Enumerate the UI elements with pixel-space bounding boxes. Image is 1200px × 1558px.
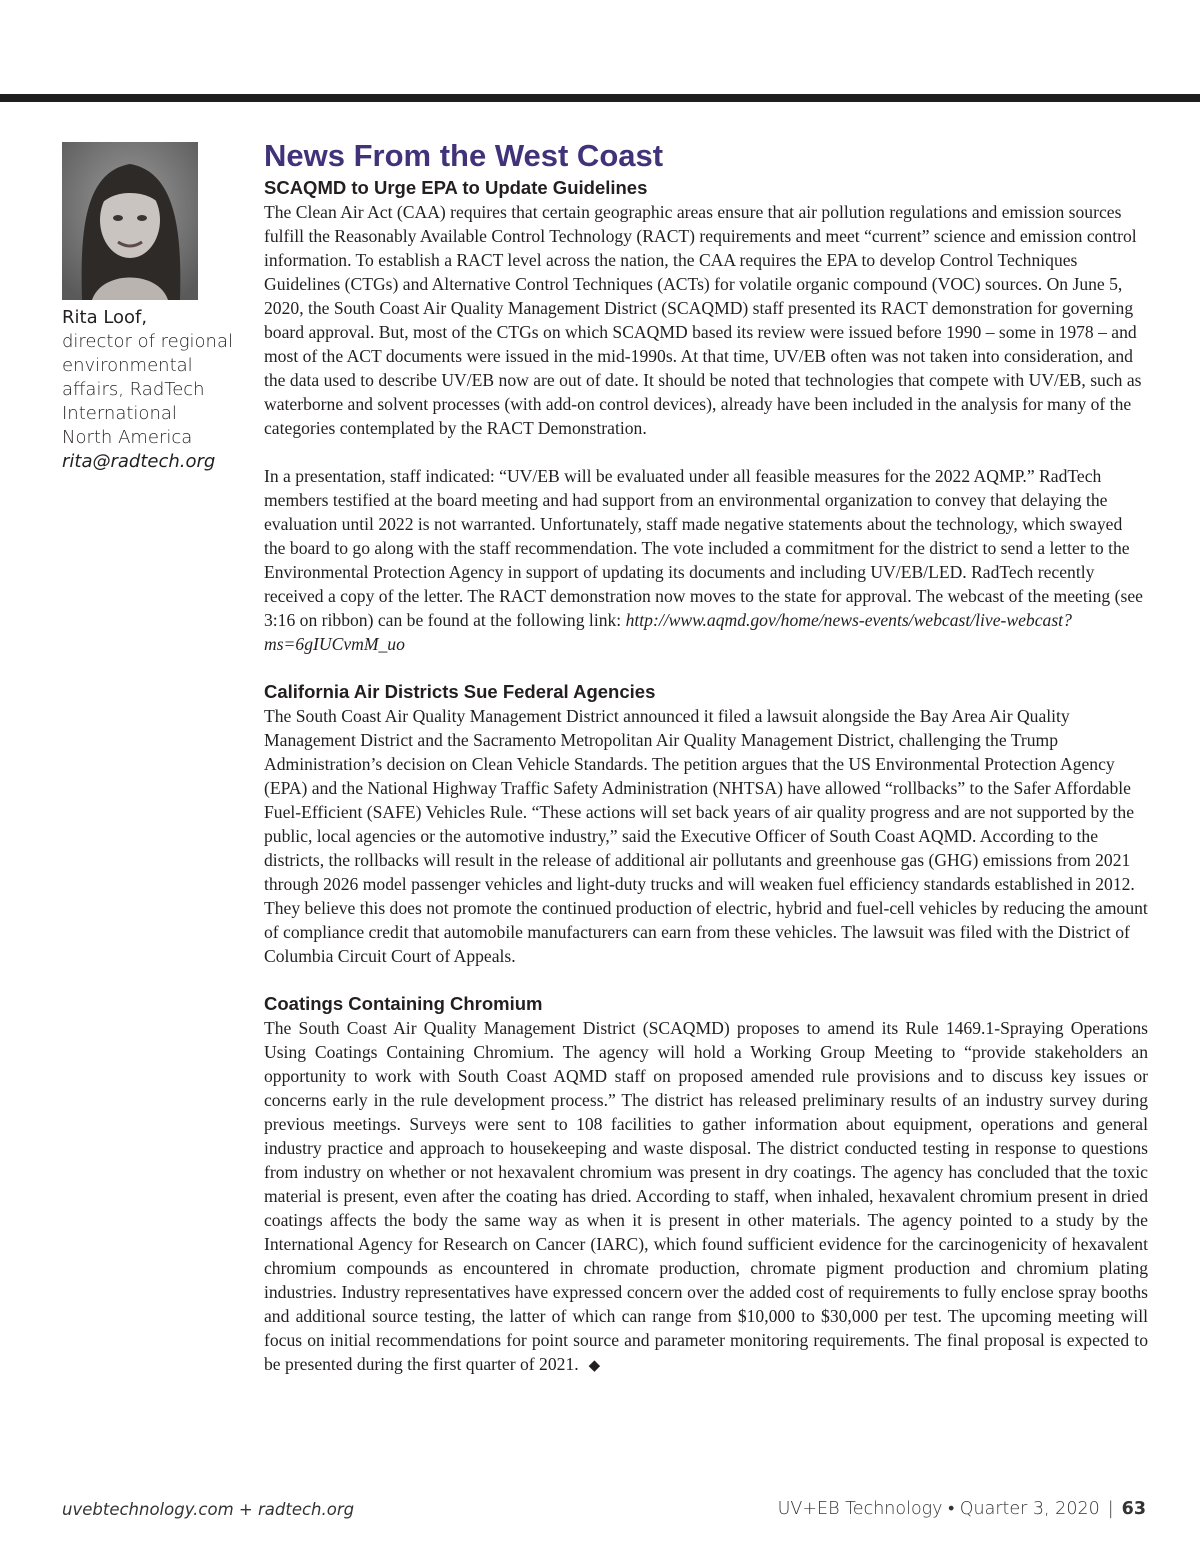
author-title-line: North America: [62, 427, 193, 448]
top-rule: [0, 94, 1200, 102]
page-title: News From the West Coast: [264, 138, 664, 173]
paragraph: The South Coast Air Quality Management District announced it filed a lawsuit alongside the Bay Area Air Quality Management District and the Sacramento Metropolitan Air Quality Management District, challenging the Trump Administration’s decision on Clean Vehicle Standards. The petition argues that the US Environmental Protection Agency (EPA) and the National Highway Traffic Safety Administration (NHTSA) have allowed “rollbacks” to the Safer Affordable Fuel-Efficient (SAFE) Vehicles Rule. “These actions will set back years of air quality progress and are not supported by the public, local agencies or the automotive industry,” said the Executive Officer of South Coast AQMD. According to the districts, the rollbacks will result in the release of additional air pollutants and greenhouse gas (GHG) emissions from 2021 through 2026 model passenger vehicles and light-duty trucks and will weaken fuel efficiency standards established in 2012. They believe this does not promote the continued production of electric, hybrid and fuel-cell vehicles by reducing the amount of compliance credit that automobile manufacturers can earn from these vehicles. The lawsuit was filed with the District of Columbia Circuit Court of Appeals.: [264, 706, 1148, 966]
paragraph-text: The South Coast Air Quality Management District (SCAQMD) proposes to amend its Rule 1469.1-Spraying Operations Using Coatings Containing Chromium. The agency will hold a Working Group Meeting to “provide stakeholders an opportunity to work with South Coast AQMD staff on proposed amended rule provisions and to discuss key issues or concerns early in the rule development process.” The district has released preliminary results of an industry survey during previous meetings. Surveys were sent to 108 facilities to gather information about equipment, operations and general industry practice and approach to housekeeping and waste disposal. The district conducted testing in response to questions from industry on whether or not hexavalent chromium was present in dry coatings. The agency has concluded that the toxic material is present, even after the coating has dried. According to staff, when inhaled, hexavalent chromium present in dried coatings affects the body the same way as when it is present in other materials. The agency pointed to a study by the International Agency for Research on Cancer (IARC), which found sufficient evidence for the carcinogenicity of hexavalent chromium compounds as encountered in chromate production, chromate pigment production and chromium plating industries. Industry representatives have expressed concern over the added cost of requirements to fully enclose spray booths and additional source testing, the latter of which can range from $10,000 to $30,000 per test. The upcoming meeting will focus on initial recommendations for point source and parameter monitoring requirements. The final proposal is expected to be presented during the first quarter of 2021.: [264, 1018, 1148, 1374]
paragraph: [264, 464, 1148, 656]
author-name: Rita Loof,: [62, 307, 148, 328]
author-photo: [62, 142, 198, 300]
paragraph-text: In a presentation, staff indicated: “UV/EB will be evaluated under all feasible measures for the 2022 AQMP.” RadTech members testified at the board meeting and had support from an environmental organization to convey that delaying the evaluation until 2022 is not warranted. Unfortunately, staff made negative statements about the technology, which swayed the board to go along with the staff recommendation. The vote included a commitment for the district to send a letter to the Environmental Protection Agency in support of updating its documents and including UV/EB/LED. RadTech recently received a copy of the letter. The RACT demonstration now moves to the state for approval. The webcast of the meeting (see 3:16 on ribbon) can be found at the following link:: [264, 466, 1143, 630]
section-heading: SCAQMD to Urge EPA to Update Guidelines: [264, 177, 648, 198]
article: [264, 136, 1148, 1377]
paragraph: The Clean Air Act (CAA) requires that certain geographic areas ensure that air pollution regulations and emission sources fulfill the Reasonably Available Control Technology (RACT) requirements and meet “current” science and emission control information. To establish a RACT level across the nation, the CAA requires the EPA to develop Control Techniques Guidelines (CTGs) and Alternative Control Techniques (ACTs) for volatile organic compound (VOC) sources. On June 5, 2020, the South Coast Air Quality Management District (SCAQMD) staff presented its RACT demonstration for governing board approval. But, most of the CTGs on which SCAQMD based its review were issued before 1990 – some in 1978 – and most of the ACT documents were issued in the mid-1990s. At that time, UV/EB often was not taken into consideration, and the data used to describe UV/EB now are out of date. It should be noted that technologies that compete with UV/EB, such as waterborne and solvent processes (with add-on control devices), already have been included in the analysis for many of the categories contemplated by the RACT Demonstration.: [264, 202, 1142, 438]
author-info: [62, 306, 242, 474]
footer-separator: |: [1107, 1499, 1114, 1519]
section-heading: Coatings Containing Chromium: [264, 993, 543, 1014]
author-title-line: environmental: [62, 355, 193, 376]
author-title-line: director of regional: [62, 331, 233, 352]
footer-publication: [778, 1498, 1146, 1519]
author-sidebar: [62, 142, 242, 474]
author-title-line: International: [62, 403, 177, 424]
section-heading: California Air Districts Sue Federal Agencies: [264, 681, 656, 702]
publication-info: UV+EB Technology • Quarter 3, 2020: [777, 1499, 1100, 1519]
page-number: 63: [1121, 1499, 1146, 1519]
author-title-line: affairs, RadTech: [62, 379, 205, 400]
footer-websites: uvebtechnology.com + radtech.org: [62, 1500, 355, 1519]
author-email[interactable]: rita@radtech.org: [62, 451, 216, 472]
paragraph: [264, 1016, 1148, 1377]
end-mark-icon: ◆: [588, 1356, 601, 1374]
webcast-link[interactable]: http://www.aqmd.gov/home/news-events/webcast/live-webcast?ms=6gIUCvmM_uo: [264, 610, 1072, 654]
